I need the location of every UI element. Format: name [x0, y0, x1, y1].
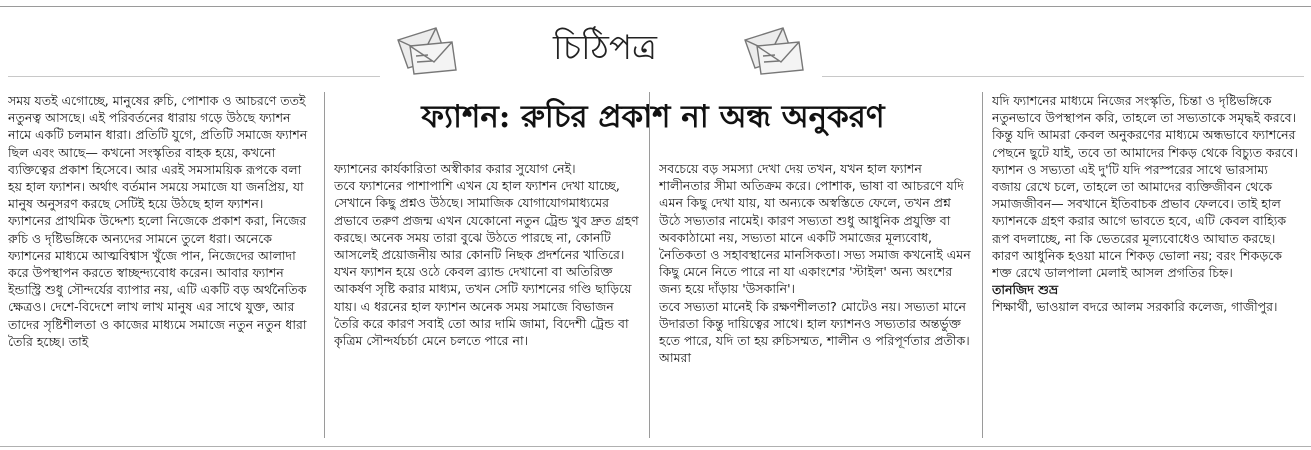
paragraph: তবে সভ্যতা মানেই কি রক্ষণশীলতা? মোটেও নয়। সভ্যতা মানে উদারতা কিন্তু দায়িত্বের সাথে। হাল ফ্যাশনও সভ্যতার অন্তর্ভুক্ত হতে পারে, যদি তা হয় রুচিসম্মত, শালীন ও পরিপূর্ণতার প্রতীক। আমরা [659, 298, 970, 366]
column-divider [982, 92, 983, 438]
paragraph: ফ্যাশনের কার্যকারিতা অস্বীকার করার সুযোগ নেই। [334, 161, 576, 176]
bottom-rule [0, 446, 1311, 447]
author-name: তানজিদ শুভ্র [992, 282, 1059, 298]
envelope-icon [735, 22, 815, 76]
paragraph: সময় যতই এগোচ্ছে, মানুষের রুচি, পোশাক ও আচরণে ততই নতুনত্ব আসছে। এই পরিবর্তনের ধারায় গড়ে উঠছে ফ্যাশন নামে একটি চলমান ধারা। প্রতিটি যুগে, প্রতিটি সমাজে ফ্যাশন ছিল এবং আছে— কখনো সংস্কৃতির বাহক হয়ে, কখনো ব্যক্তিত্বের প্রকাশ হিসেবে। আর এরই সমসাময়িক রূপকে বলা হয় হাল ফ্যাশন। অর্থাৎ বর্তমান সময়ে সমাজে যা জনপ্রিয়, যা মানুষ অনুসরণ করছে সেটিই হয়ে উঠছে হাল ফ্যাশন। [8, 93, 308, 212]
article-headline: ফ্যাশন: রুচির প্রকাশ না অন্ধ অনুকরণ [421, 99, 885, 135]
author-affiliation: শিক্ষার্থী, ভাওয়াল বদরে আলম সরকারি কলেজ, গাজীপুর। [992, 299, 1278, 315]
column-divider [324, 92, 325, 438]
section-header [0, 18, 1311, 80]
paragraph: যদি ফ্যাশনের মাধ্যমে নিজের সংস্কৃতি, চিন্তা ও দৃষ্টিভঙ্গিকে নতুনভাবে উপস্থাপন করি, তাহলে তা সভ্যতাকে সমৃদ্ধই করবে। কিন্তু যদি আমরা কেবল অনুকরণের মাধ্যমে অন্ধভাবে ফ্যাশনের পেছনে ছুটে যাই, তবে তা আমাদের শিকড় থেকে বিচ্যুত করবে। [992, 93, 1298, 160]
column-divider [649, 92, 650, 438]
article-column-1 [8, 92, 316, 438]
article-column-4 [992, 92, 1300, 442]
paragraph: ফ্যাশনের প্রাথমিক উদ্দেশ্য হলো নিজেকে প্রকাশ করা, নিজের রুচি ও দৃষ্টিভঙ্গিকে অন্যদের সামনে তুলে ধরা। অনেকে ফ্যাশনের মাধ্যমে আত্মবিশ্বাস খুঁজে পান, নিজেদের আলাদা করে উপস্থাপন করতে স্বাচ্ছন্দ্যবোধ করেন। আবার ফ্যাশন ইন্ডাস্ট্রি শুধু সৌন্দর্যের ব্যাপার নয়, এটি একটি বড় অর্থনৈতিক ক্ষেত্রও। দেশে-বিদেশে লাখ লাখ মানুষ এর সাথে যুক্ত, আর তাদের সৃষ্টিশীলতা ও কাজের মাধ্যমে সমাজে নতুন নতুন ধারা তৈরি হচ্ছে। তাই [8, 213, 307, 349]
section-title: চিঠিপত্র [552, 28, 658, 68]
paragraph: ফ্যাশন ও সভ্যতা এই দু'টি যদি পরস্পরের সাথে ভারসাম্য বজায় রেখে চলে, তাহলে তা আমাদের ব্যক্তিজীবন থেকে সমাজজীবন— সবখানে ইতিবাচক প্রভাব ফেলবে। তাই হাল ফ্যাশনকে গ্রহণ করার আগে ভাবতে হবে, এটি কেবল বাহ্যিক রূপ বদলাচ্ছে, না কি ভেতরের মূল্যবোধেও আঘাত করছে। কারণ আধুনিক হওয়া মানে শিকড় ভোলা নয়; বরং শিকড়কে শক্ত রেখে ডালপালা মেলাই আসল প্রগতির চিহ্ন। [992, 161, 1287, 281]
article-column-2 [334, 160, 642, 438]
paragraph: সবচেয়ে বড় সমস্যা দেখা দেয় তখন, যখন হাল ফ্যাশন শালীনতার সীমা অতিক্রম করে। পোশাক, ভাষা বা আচরণে যদি এমন কিছু দেখা যায়, যা অন্যকে অস্বস্তিতে ফেলে, তখন প্রশ্ন উঠে সভ্যতার নামেই। কারণ সভ্যতা শুধু আধুনিক প্রযুক্তি বা অবকাঠামো নয়, সভ্যতা মানে একটি সমাজের মূল্যবোধ, নৈতিকতা ও সহাবস্থানের মানসিকতা। সভ্য সমাজ কখনোই এমন কিছু মেনে নিতে পারে না যা একাংশের 'স্টাইল' অন্য অংশের জন্য হয়ে দাঁড়ায় 'উসকানি'। [659, 161, 971, 297]
header-rule-left [8, 76, 380, 77]
article-column-3 [659, 160, 975, 438]
top-rule [0, 6, 1311, 7]
header-rule-right [822, 76, 1304, 77]
paragraph: তবে ফ্যাশনের পাশাপাশি এখন যে হাল ফ্যাশন দেখা যাচ্ছে, সেখানে কিছু প্রশ্নও উঠছে। সামাজিক যোগাযোগমাধ্যমের প্রভাবে তরুণ প্রজন্ম এখন যেকোনো নতুন ট্রেন্ড খুব দ্রুত গ্রহণ করছে। অনেক সময় তারা বুঝে উঠতে পারছে না, কোনটি আসলেই প্রয়োজনীয় আর কোনটি নিছক প্রদর্শনের খাতিরে। যখন ফ্যাশন হয়ে ওঠে কেবল ব্র্যান্ড দেখানো বা অতিরিক্ত আকর্ষণ সৃষ্টি করার মাধ্যম, তখন সেটি ফ্যাশনের গণ্ডি ছাড়িয়ে যায়। এ ধরনের হাল ফ্যাশন অনেক সময় সমাজে বিভাজন তৈরি করে কারণ সবাই তো আর দামি জামা, বিদেশী ট্রেন্ড বা কৃত্রিম সৌন্দর্যচর্চা মেনে চলতে পারে না। [334, 178, 639, 349]
envelope-icon [388, 22, 468, 76]
